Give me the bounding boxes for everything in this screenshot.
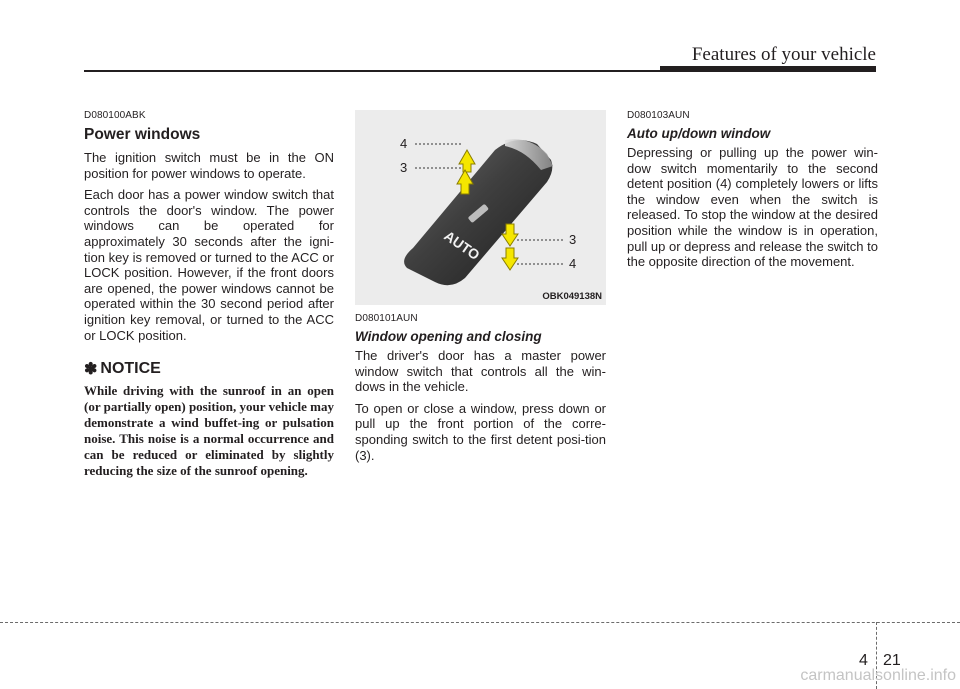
- label-up-3: 3: [400, 160, 408, 175]
- column-auto-window: [627, 110, 878, 276]
- power-window-switch-figure: [355, 110, 606, 305]
- paragraph: The driver's door has a master power window switch that controls all the win-dows in the vehicle.: [355, 348, 606, 395]
- label-up-4: 4: [400, 136, 408, 151]
- header-rule-accent: [660, 66, 876, 72]
- section-heading: Window opening and closing: [355, 329, 542, 344]
- paragraph: Depressing or pulling up the power win-dow switch momentarily to the second detent position (4) completely lowers or lifts the window even when the switch is released. To stop the window at the desired position while the window is in operation, pull up or depress and release the switch to the opposite direction of the movement.: [627, 145, 878, 270]
- section-code: D080100ABK: [84, 110, 146, 121]
- label-down-3: 3: [569, 232, 577, 247]
- section-code: D080101AUN: [355, 313, 418, 324]
- page-number: 21: [883, 652, 901, 669]
- paragraph: To open or close a window, press down or pull up the front portion of the corre-sponding switch to the first detent posi-tion (3).: [355, 400, 606, 463]
- column-window-opening: [355, 110, 606, 469]
- section-number: 4: [859, 652, 868, 669]
- figure-caption: OBK049138N: [542, 291, 602, 302]
- footer-rule: [0, 622, 960, 623]
- paragraph: Each door has a power window switch that controls the door's window. The power windows can be operated for approximately 30 seconds after the igni-tion key is removed or turned to the ACC or LOCK position. However, if the front doors are opened, the power windows cannot be operated within the 30 second period after ignition key removal, or turned to the ACC or LOCK position.: [84, 187, 334, 343]
- watermark: carmanualsonline.info: [800, 667, 956, 684]
- notice-star-icon: ✽: [84, 361, 98, 379]
- window-switch-illustration: [355, 110, 606, 305]
- running-header-title: Features of your vehicle: [691, 44, 876, 65]
- notice-title: NOTICE: [100, 360, 161, 378]
- switch-auto-label: AUTO: [441, 227, 483, 264]
- column-power-windows: [84, 110, 334, 479]
- arrow-up-detent-4: [459, 150, 475, 172]
- section-code: D080103AUN: [627, 110, 690, 121]
- paragraph: The ignition switch must be in the ON position for power windows to operate.: [84, 150, 334, 181]
- arrow-down-detent-4: [502, 248, 518, 270]
- section-heading: Power windows: [84, 126, 201, 143]
- section-heading: Auto up/down window: [627, 126, 771, 141]
- notice-heading: [84, 359, 334, 379]
- label-down-4: 4: [569, 256, 577, 271]
- notice-text: While driving with the sunroof in an open (or partially open) position, your vehicle may demonstrate a wind buffet-ing or pulsation noise. This noise is a normal occurrence and can be reduced or eliminated by slightly reducing the size of the sunroof opening.: [84, 383, 334, 479]
